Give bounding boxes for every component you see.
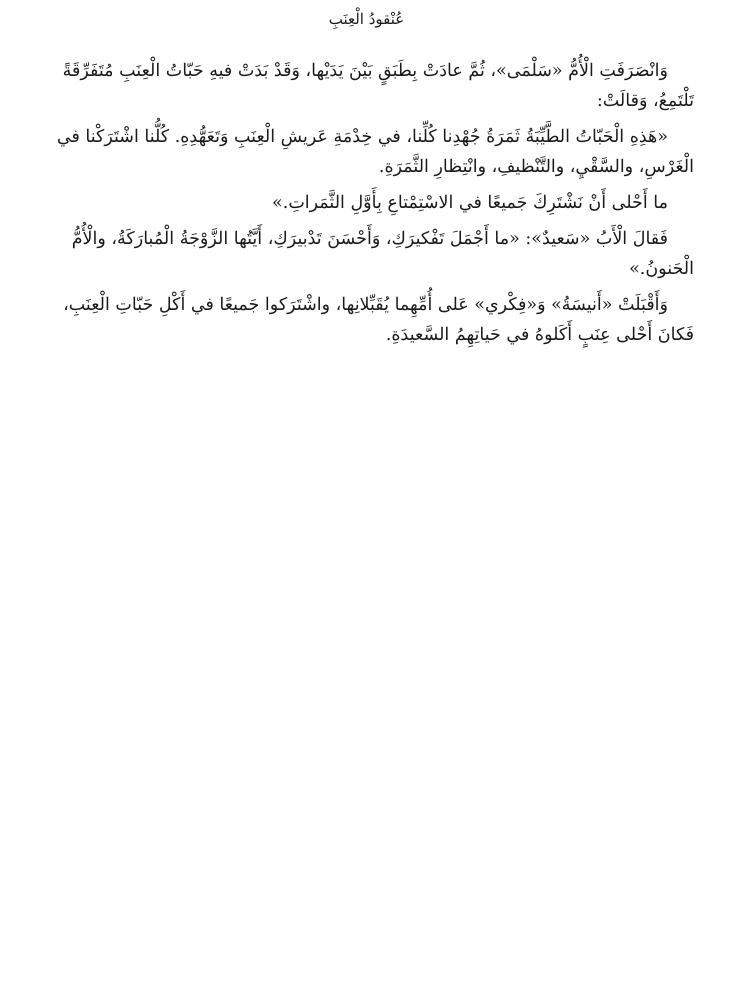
paragraph: ما أَحْلى أَنْ نَشْتَرِكَ جَميعًا في الاسْتِمْتاعِ بِأَوَّلِ الثَّمَراتِ.»	[272, 193, 668, 213]
paragraph: وَأَقْبَلَتْ «أَنيسَةُ» وَ«فِكْري» عَلى أُمِّهِما يُقَبِّلانِها، واشْتَرَكوا جَميعًا في أَكْلِ حَبّاتِ الْعِنَبِ، فَكانَ أَحْلى عِنَبٍ أَكَلوهُ في حَياتِهِمُ السَّعيدَةِ.	[63, 295, 694, 345]
document-body	[42, 56, 694, 356]
document-title: عُنْقودُ الْعِنَبِ	[328, 10, 405, 28]
paragraph: فَقالَ الْأَبُ «سَعيدٌ»: «ما أَجْمَلَ تَفْكيرَكِ، وَأَحْسَنَ تَدْبيرَكِ، أَيَّتُها الزَّوْجَةُ الْمُبارَكَةُ، والْأُمُّ الْحَنونُ.»	[71, 229, 694, 279]
paragraph: وَانْصَرَفَتِ الْأُمُّ «سَلْمَى»، ثُمَّ عادَتْ بِطَبَقٍ بَيْنَ يَدَيْها، وَقَدْ بَدَتْ فيهِ حَبّاتُ الْعِنَبِ مُتَفَرِّقَةً تَلْتَمِعُ، وَقالَتْ:	[62, 61, 694, 111]
paragraph: «هَذِهِ الْحَبّاتُ الطَّيِّبَةُ ثَمَرَةُ جُهْدِنا كُلِّنا، في خِدْمَةِ عَريشِ الْعِنَبِ وَتَعَهُّدِهِ. كُلُّنا اشْتَرَكْنا في الْغَرْسِ، والسَّقْيِ، والتَّنْظيفِ، وانْتِظارِ الثَّمَرَةِ.	[56, 127, 694, 177]
